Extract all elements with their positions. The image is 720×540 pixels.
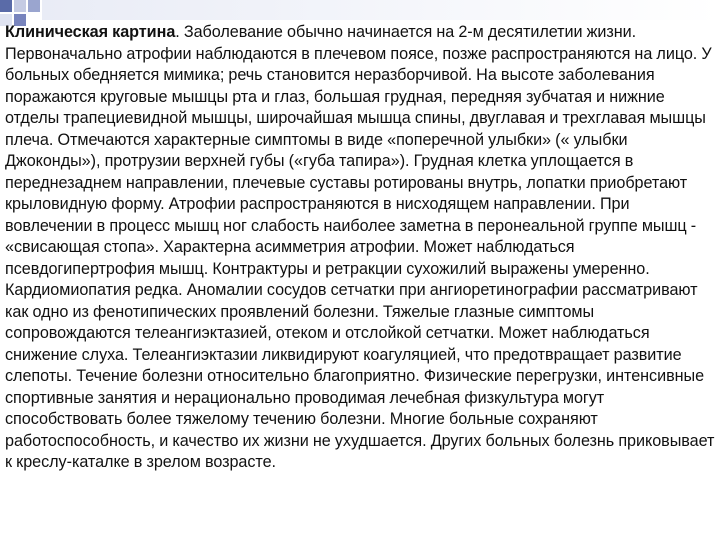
deco-square — [0, 0, 12, 12]
deco-square — [28, 0, 40, 12]
section-heading: Клиническая картина — [5, 23, 176, 41]
paragraph-text: . Заболевание обычно начинается на 2-м десятилетии жизни. Первоначально атрофии наблюдаются в плечевом поясе, позже распространяются на лицо. У больных обедняется мимика; речь становится неразборчивой. На высоте заболевания поражаются круговые мышцы рта и глаз, большая грудная, передняя зубчатая и нижние отделы трапециевидной мышцы, широчайшая мышца спины, двуглавая и трехглавая мышцы плеча. Отмечаются характерные симптомы в виде «поперечной улыбки» (« улыбки Джоконды»), протрузии верхней губы («губа тапира»). Грудная клетка уплощается в переднезаднем направлении, плечевые суставы ротированы внутрь, лопатки приобретают крыловидную форму. Атрофии распространяются в нисходящем направлении. При вовлечении в процесс мышц ног слабость наиболее заметна в перонеальной группе мышц - «свисающая стопа». Характерна асимметрия атрофии. Может наблюдаться псевдогипертрофия мышц. Контрактуры и ретракции сухожилий выражены умеренно. Кардиомиопатия редка. Аномалии сосудов сетчатки при ангиоретинографии рассматривают как одно из фенотипических проявлений болезни. Тяжелые глазные симптомы сопровождаются телеангиэктазией, отеком и отслойкой сетчатки. Может наблюдаться снижение слуха. Телеангиэктазии ликвидируют коагуляцией, что предотвращает развитие слепоты. Течение болезни относительно благоприятно. Физические перегрузки, интенсивные спортивные занятия и нерационально проводимая лечебная физкультура могут способствовать более тяжелому течению болезни. Многие больные сохраняют работоспособность, и качество их жизни не ухудшается. Других больных болезнь приковывает к креслу-каталке в зрелом возрасте. — [5, 23, 715, 471]
body-paragraph — [5, 22, 717, 474]
deco-square — [14, 0, 26, 12]
header-gradient-bar — [42, 0, 720, 20]
